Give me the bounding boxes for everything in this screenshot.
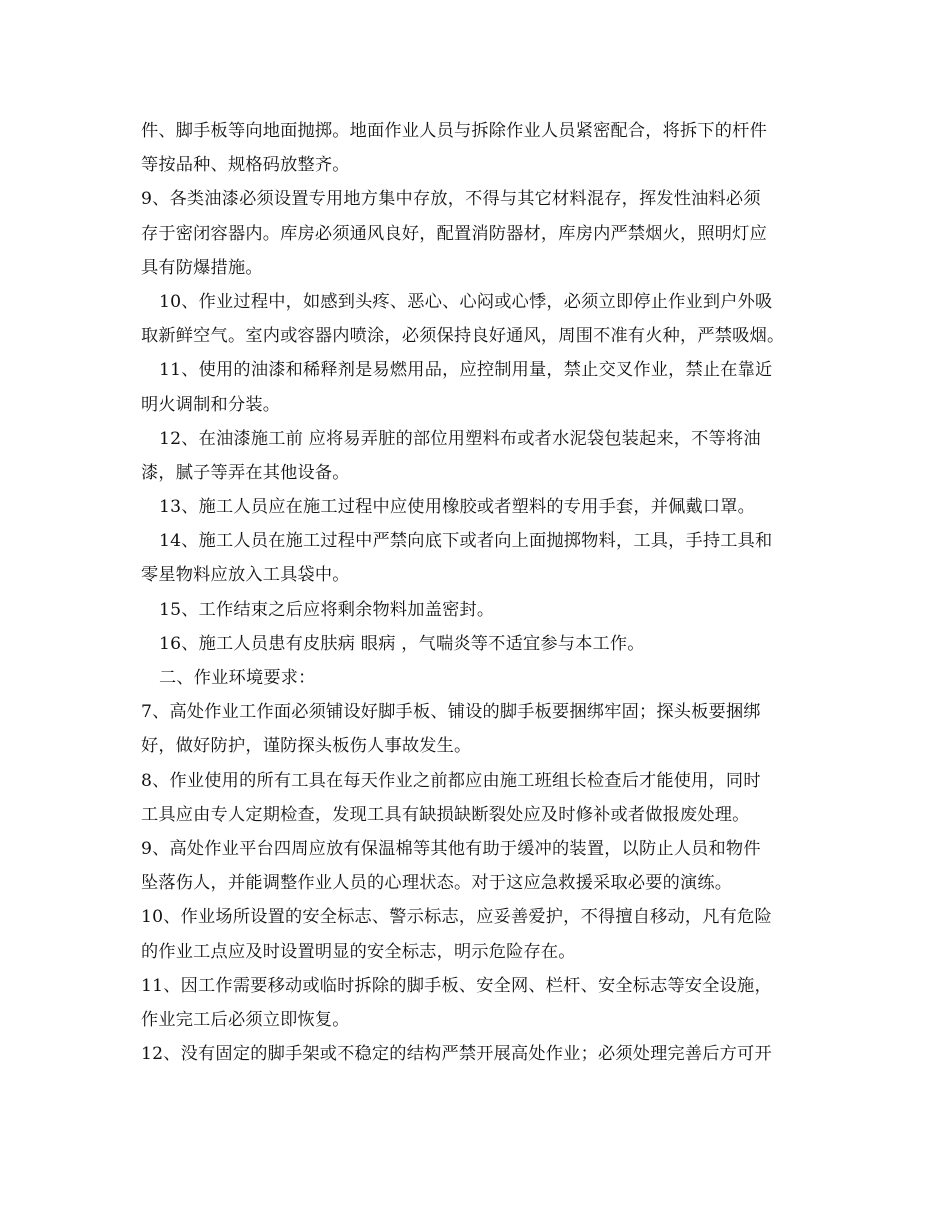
text-line: 取新鲜空气。室内或容器内喷涂，必须保持良好通风，周围不准有火种，严禁吸烟。: [141, 326, 785, 347]
text-line: 7、高处作业工作面必须铺设好脚手板、铺设的脚手板要捆绑牢固；探头板要捆绑: [141, 702, 761, 723]
text-line: 9、各类油漆必须设置专用地方集中存放，不得与其它材料混存，挥发性油料必须: [141, 189, 761, 210]
text-line: 件、脚手板等向地面抛掷。地面作业人员与拆除作业人员紧密配合，将拆下的杆件: [141, 121, 767, 141]
text-line: 漆，腻子等弄在其他设备。: [141, 462, 350, 483]
text-line: 13、施工人员应在施工过程中应使用橡胶或者塑料的专用手套，并佩戴口罩。: [159, 497, 756, 518]
text-line: 14、施工人员在施工过程中严禁向底下或者向上面抛掷物料，工具，手持工具和: [159, 531, 773, 552]
text-line: 15、工作结束之后应将剩余物料加盖密封。: [159, 599, 495, 620]
text-line: 好，做好防护，谨防探头板伤人事故发生。: [141, 736, 472, 757]
text-line: 11、因工作需要移动或临时拆除的脚手板、安全网、栏杆、安全标志等安全设施，: [141, 975, 772, 996]
text-line: 明火调制和分装。: [141, 394, 281, 415]
text-line: 作业完工后必须立即恢复。: [141, 1009, 350, 1030]
text-line: 10、作业过程中，如感到头疼、恶心、心闷或心悸，必须立即停止作业到户外吸: [159, 291, 773, 312]
text-line: 存于密闭容器内。库房必须通风良好，配置消防器材，库房内严禁烟火，照明灯应: [141, 223, 767, 244]
text-line: 零星物料应放入工具袋中。: [141, 565, 350, 586]
text-line: 坠落伤人，并能调整作业人员的心理状态。对于这应急救援采取必要的演练。: [141, 873, 733, 894]
text-line: 具有防爆措施。: [141, 257, 263, 278]
document-body: [141, 114, 821, 1071]
text-line: 16、施工人员患有皮肤病 眼病 ，气喘炎等不适宜参与本工作。: [159, 633, 645, 654]
text-line: 12、在油漆施工前 应将易弄脏的部位用塑料布或者水泥袋包装起来，不等将油: [159, 428, 761, 449]
text-line: 9、高处作业平台四周应放有保温棉等其他有助于缓冲的装置，以防止人员和物件: [141, 838, 761, 859]
text-line: 等按品种、规格码放整齐。: [141, 155, 350, 176]
text-line: 11、使用的油漆和稀释剂是易燃用品，应控制用量，禁止交叉作业，禁止在靠近: [159, 360, 773, 381]
section-heading: 二、作业环境要求：: [159, 668, 316, 688]
text-line: 10、作业场所设置的安全标志、警示标志，应妥善爱护，不得擅自移动，凡有危险: [141, 907, 772, 928]
text-line: 12、没有固定的脚手架或不稳定的结构严禁开展高处作业；必须处理完善后方可开: [141, 1044, 772, 1065]
text-line: 8、作业使用的所有工具在每天作业之前都应由施工班组长检查后才能使用，同时: [141, 770, 761, 791]
text-line: 工具应由专人定期检查，发现工具有缺损缺断裂处应及时修补或者做报废处理。: [141, 804, 750, 825]
text-line: 的作业工点应及时设置明显的安全标志，明示危险存在。: [141, 941, 576, 962]
